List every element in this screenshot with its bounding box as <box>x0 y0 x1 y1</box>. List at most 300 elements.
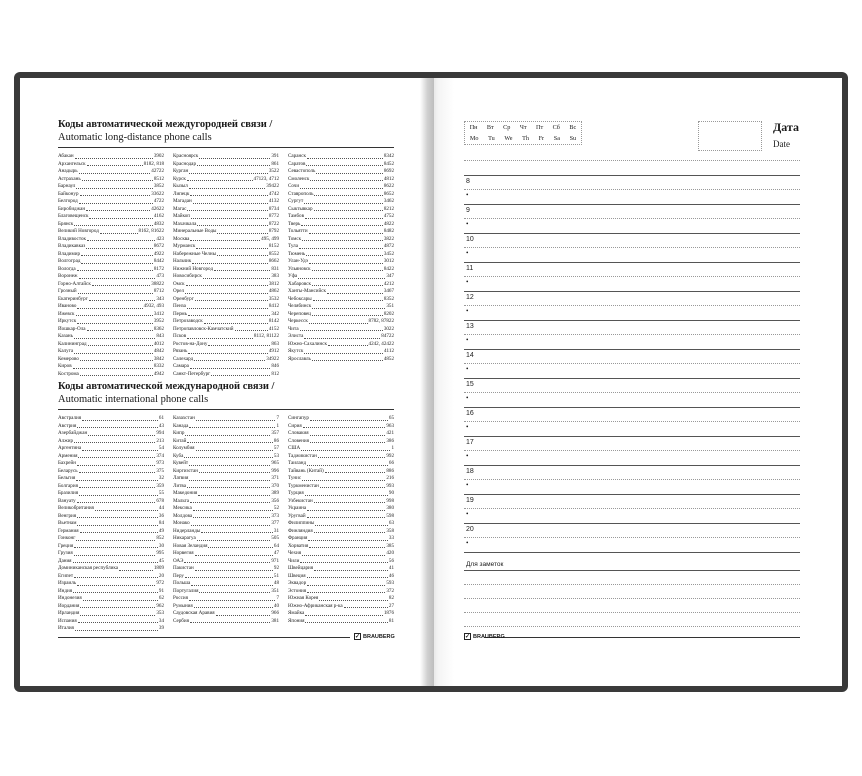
leader-dots <box>318 457 386 458</box>
code-entry <box>58 206 164 214</box>
entry-code: 962 <box>156 602 164 609</box>
entry-code: 31 <box>273 527 279 534</box>
entry-name: Иордания <box>58 602 80 609</box>
entry-name: Австралия <box>58 415 82 421</box>
half-hour-bullet: • <box>466 510 469 518</box>
entry-name: Красноярск <box>173 153 199 159</box>
entry-name: Словения <box>288 437 309 444</box>
code-entry <box>288 445 394 453</box>
notes-label: Для заметок <box>466 561 504 568</box>
entry-name: Пакистан <box>173 565 194 571</box>
domestic-column-2 <box>173 153 279 378</box>
entry-code: 48 <box>273 580 279 586</box>
entry-name: Ирландия <box>58 610 80 616</box>
notes-line[interactable] <box>464 612 800 613</box>
leader-dots <box>310 435 386 436</box>
leader-dots <box>204 323 268 324</box>
entry-code: 8212 <box>383 205 394 212</box>
entry-name: Кувейт <box>173 460 189 466</box>
code-entry <box>288 595 394 603</box>
entry-name: Владикавказ <box>58 243 86 249</box>
leader-dots <box>86 248 153 249</box>
leader-dots <box>197 540 271 541</box>
leader-dots <box>309 233 383 234</box>
entry-name: Чебоксары <box>288 295 312 302</box>
weekday-en-0[interactable]: Mo <box>469 135 479 142</box>
code-entry <box>173 273 279 281</box>
code-entry <box>58 176 164 184</box>
entry-code: 46 <box>388 572 394 579</box>
entry-name: Южно-Африканская р-ка <box>288 602 343 609</box>
date-box[interactable] <box>698 121 762 151</box>
half-hour-rule <box>464 421 800 422</box>
leader-dots <box>74 547 158 548</box>
entry-code: 64 <box>273 542 279 549</box>
leader-dots <box>83 600 158 601</box>
entry-code: 91 <box>158 587 164 594</box>
leader-dots <box>184 562 270 563</box>
hour-rule <box>464 349 800 350</box>
code-entry <box>173 618 279 626</box>
entry-code: 8672 <box>153 243 164 249</box>
code-entry <box>288 318 394 326</box>
domestic-column-3 <box>288 153 394 363</box>
code-entry <box>58 453 164 461</box>
entry-name: Хорватия <box>288 542 309 549</box>
entry-code: 53 <box>273 452 279 459</box>
code-entry <box>58 483 164 491</box>
entry-code: 8662 <box>268 258 279 264</box>
leader-dots <box>216 615 271 616</box>
weekday-ru-5[interactable]: Сб <box>552 124 560 131</box>
half-hour-rule <box>464 363 800 364</box>
leader-dots <box>192 263 268 264</box>
leader-dots <box>305 495 388 496</box>
code-entry <box>288 475 394 483</box>
notes-line[interactable] <box>464 570 800 571</box>
entry-name: Улан-Удэ <box>288 258 309 264</box>
leader-dots <box>208 345 270 346</box>
entry-code: 359 <box>156 482 164 489</box>
entry-code: 61 <box>158 415 164 421</box>
entry-code: 380 <box>386 505 394 511</box>
entry-code: 353 <box>156 610 164 616</box>
entry-name: Мексика <box>173 505 192 511</box>
leader-dots <box>217 233 267 234</box>
entry-code: 992 <box>386 452 394 459</box>
code-entry <box>288 153 394 161</box>
code-entry <box>58 565 164 573</box>
weekday-en-3[interactable]: Th <box>522 135 529 142</box>
leader-dots <box>312 315 383 316</box>
entry-name: Иркутск <box>58 318 77 324</box>
entry-name: Финляндия <box>288 527 313 534</box>
leader-dots <box>185 435 270 436</box>
entry-name: Сочи <box>288 183 300 189</box>
entry-name: Ставрополь <box>288 190 314 197</box>
weekday-en-6[interactable]: Su <box>569 135 577 142</box>
entry-code: 1809 <box>153 565 164 571</box>
entry-name: Израиль <box>58 580 77 586</box>
leader-dots <box>87 330 153 331</box>
entry-name: Турция <box>288 490 304 496</box>
code-entry <box>58 183 164 191</box>
entry-name: Испания <box>58 617 77 624</box>
code-entry <box>288 183 394 191</box>
entry-code: 385 <box>386 542 394 549</box>
entry-name: Смоленск <box>288 175 310 182</box>
leader-dots <box>187 442 273 443</box>
entry-code: 505 <box>271 535 279 541</box>
code-entry <box>173 565 279 573</box>
hour-label: 17 <box>466 438 474 446</box>
entry-name: Владивосток <box>58 235 87 242</box>
leader-dots <box>187 338 253 339</box>
code-entry <box>58 251 164 259</box>
entry-name: Тамбов <box>288 213 305 219</box>
half-hour-rule <box>464 537 800 538</box>
entry-name: Брянск <box>58 220 74 227</box>
entry-code: 347 <box>386 273 394 279</box>
entry-code: 3412 <box>153 310 164 317</box>
leader-dots <box>187 210 267 211</box>
entry-code: 43 <box>158 422 164 429</box>
leader-dots <box>315 525 388 526</box>
code-entry <box>173 176 279 184</box>
entry-name: Горно-Алтайск <box>58 280 91 287</box>
entry-name: Япония <box>288 617 305 624</box>
entry-code: 8182, 818 <box>143 160 164 167</box>
half-hour-bullet: • <box>466 336 469 344</box>
code-entry <box>288 243 394 251</box>
half-hour-bullet: • <box>466 220 469 228</box>
entry-code: 82 <box>388 595 394 601</box>
entry-name: Азербайджан <box>58 430 88 436</box>
entry-name: Новая Зеландия <box>173 542 208 549</box>
code-entry <box>58 595 164 603</box>
entry-code: 54 <box>158 445 164 451</box>
entry-name: Саратов <box>288 160 306 167</box>
leader-dots <box>310 420 388 421</box>
code-entry <box>58 356 164 364</box>
code-entry <box>173 543 279 551</box>
leader-dots <box>187 308 268 309</box>
entry-code: 4842 <box>153 348 164 354</box>
entry-code: 3852 <box>153 183 164 189</box>
entry-name: Великобритания <box>58 505 94 511</box>
entry-name: Уругвай <box>288 512 306 519</box>
entry-code: 420 <box>386 550 394 556</box>
entry-code: 7 <box>276 415 279 421</box>
entry-code: 4852 <box>383 355 394 362</box>
code-entry <box>173 475 279 483</box>
leader-dots <box>78 293 153 294</box>
code-entry <box>58 236 164 244</box>
entry-code: 1876 <box>383 610 394 616</box>
leader-dots <box>199 592 270 593</box>
entry-name: Чехия <box>288 550 302 556</box>
leader-dots <box>314 195 382 196</box>
code-entry <box>288 266 394 274</box>
entry-code: 8722 <box>268 220 279 227</box>
leader-dots <box>119 570 153 571</box>
code-entry <box>58 490 164 498</box>
leader-dots <box>198 495 270 496</box>
code-entry <box>288 438 394 446</box>
entry-name: Никарагуа <box>173 535 196 541</box>
entry-name: Ямайка <box>288 610 305 616</box>
entry-code: 8422 <box>383 265 394 272</box>
entry-code: 4922 <box>153 250 164 257</box>
weekday-ru-4[interactable]: Пт <box>535 124 544 131</box>
code-entry <box>173 281 279 289</box>
entry-code: 843 <box>156 333 164 339</box>
entry-code: 47 <box>273 550 279 556</box>
code-entry <box>288 288 394 296</box>
entry-name: Армения <box>58 452 78 459</box>
entry-name: Бахрейн <box>58 460 76 466</box>
right-page <box>428 78 842 686</box>
code-entry <box>58 258 164 266</box>
entry-name: Украина <box>288 505 307 511</box>
entry-code: 90 <box>388 490 394 496</box>
entry-code: 3812 <box>268 280 279 287</box>
leader-dots <box>189 600 275 601</box>
check-icon: ✓ <box>464 633 471 640</box>
code-entry <box>173 356 279 364</box>
code-entry <box>58 438 164 446</box>
code-entry <box>288 535 394 543</box>
entry-name: Череповец <box>288 310 312 317</box>
entry-name: Тула <box>288 243 298 249</box>
hour-label: 11 <box>466 264 474 272</box>
weekday-en-4[interactable]: Fr <box>538 135 545 142</box>
entry-code: 863 <box>271 340 279 347</box>
leader-dots <box>208 547 272 548</box>
leader-dots <box>299 248 383 249</box>
entry-code: 966 <box>271 610 279 616</box>
code-entry <box>173 528 279 536</box>
leader-dots <box>196 420 276 421</box>
code-entry <box>173 483 279 491</box>
weekdays-ru-row <box>465 122 581 133</box>
code-entry <box>173 258 279 266</box>
entry-code: 8142 <box>268 318 279 324</box>
entry-name: Петрозаводск <box>173 318 203 324</box>
code-entry <box>173 445 279 453</box>
leader-dots <box>75 630 158 631</box>
code-entry <box>58 528 164 536</box>
hour-label: 9 <box>466 206 470 214</box>
hour-rule <box>464 523 800 524</box>
leader-dots <box>88 435 155 436</box>
entry-code: 370 <box>271 482 279 489</box>
entry-code: 495, 499 <box>261 235 279 242</box>
leader-dots <box>314 570 388 571</box>
leader-dots <box>92 285 150 286</box>
code-entry <box>173 333 279 341</box>
weekday-ru-3[interactable]: Чт <box>519 124 527 131</box>
leader-dots <box>87 165 143 166</box>
entry-code: 8452 <box>383 160 394 167</box>
entry-code: 861 <box>271 160 279 167</box>
entry-name: Алжир <box>58 437 74 444</box>
entry-code: 36 <box>158 512 164 519</box>
code-entry <box>58 341 164 349</box>
hour-rule <box>464 407 800 408</box>
international-column-3 <box>288 415 394 625</box>
code-entry <box>288 603 394 611</box>
leader-dots <box>310 442 385 443</box>
entry-code: 3822 <box>383 235 394 242</box>
leader-dots <box>77 585 155 586</box>
weekday-en-2[interactable]: We <box>504 135 513 142</box>
leader-dots <box>191 218 268 219</box>
entry-name: Кострома <box>58 370 79 377</box>
leader-dots <box>303 427 386 428</box>
leader-dots <box>73 592 158 593</box>
leader-dots <box>190 195 267 196</box>
entry-code: 886 <box>386 467 394 474</box>
hour-rule <box>464 436 800 437</box>
entry-code: 995 <box>156 550 164 556</box>
entry-name: Нальчик <box>173 258 192 264</box>
notes-line[interactable] <box>464 626 800 627</box>
entry-name: Венгрия <box>58 512 77 519</box>
entry-name: Набережные Челны <box>173 250 216 257</box>
entry-name: Казань <box>58 333 73 339</box>
notes-line[interactable] <box>464 584 800 585</box>
code-entry <box>58 266 164 274</box>
entry-name: Хабаровск <box>288 280 311 287</box>
half-hour-rule <box>464 218 800 219</box>
code-entry <box>173 520 279 528</box>
code-entry <box>58 475 164 483</box>
entry-name: Черкесск <box>288 318 308 324</box>
entry-name: Петропавловск-Камчатский <box>173 325 234 332</box>
entry-name: Перу <box>173 572 184 579</box>
entry-name: Калининград <box>58 340 87 347</box>
leader-dots <box>76 188 152 189</box>
code-entry <box>58 618 164 626</box>
entry-name: Великий Новгород <box>58 228 99 234</box>
code-entry <box>173 438 279 446</box>
entry-name: Салехард <box>173 355 194 362</box>
weekday-ru-6[interactable]: Вс <box>569 124 577 131</box>
entry-code: 372 <box>386 587 394 594</box>
leader-dots <box>81 255 153 256</box>
weekday-ru-0[interactable]: Пн <box>469 124 478 131</box>
domestic-rule <box>58 147 394 148</box>
weekday-en-5[interactable]: Sa <box>553 135 560 142</box>
entry-name: Россия <box>173 595 188 601</box>
code-entry <box>173 161 279 169</box>
leader-dots <box>305 218 383 219</box>
entry-name: Нидерланды <box>173 527 201 534</box>
entry-code: 8112, 81122 <box>253 333 279 339</box>
leader-dots <box>189 465 270 466</box>
entry-name: Италия <box>58 625 74 631</box>
entry-code: 3902 <box>153 153 164 159</box>
leader-dots <box>77 308 142 309</box>
entry-name: Магас <box>173 205 187 212</box>
code-entry <box>173 348 279 356</box>
code-entry <box>288 161 394 169</box>
entry-name: Доминиканская республика <box>58 565 119 571</box>
leader-dots <box>77 465 155 466</box>
weekday-ru-1[interactable]: Вт <box>486 124 494 131</box>
entry-code: 3532 <box>268 295 279 302</box>
leader-dots <box>185 293 268 294</box>
hour-rule <box>464 494 800 495</box>
code-entry <box>173 490 279 498</box>
code-entry <box>58 445 164 453</box>
code-entry <box>173 535 279 543</box>
leader-dots <box>189 480 270 481</box>
entry-code: 375 <box>156 467 164 474</box>
notes-line[interactable] <box>464 598 800 599</box>
code-entry <box>288 558 394 566</box>
entry-name: Мальта <box>173 497 190 504</box>
code-entry <box>288 513 394 521</box>
leader-dots <box>302 240 383 241</box>
entry-code: 8342 <box>383 153 394 159</box>
leader-dots <box>80 375 153 376</box>
left-footer-rule <box>58 637 350 638</box>
half-hour-bullet: • <box>466 481 469 489</box>
entry-name: Чита <box>288 325 299 332</box>
code-entry <box>173 573 279 581</box>
code-entry <box>288 348 394 356</box>
leader-dots <box>199 158 270 159</box>
code-entry <box>58 550 164 558</box>
entry-name: Южная Корея <box>288 595 319 601</box>
code-entry <box>288 228 394 236</box>
entry-code: 8412 <box>268 303 279 309</box>
entry-name: Грозный <box>58 288 77 294</box>
leader-dots <box>313 300 383 301</box>
entry-name: Челябинск <box>288 303 312 309</box>
code-entry <box>173 513 279 521</box>
leader-dots <box>76 480 158 481</box>
entry-name: Австрия <box>58 422 77 429</box>
entry-name: Сингапур <box>288 415 309 421</box>
entry-code: 8442 <box>153 258 164 264</box>
entry-code: 8772 <box>268 213 279 219</box>
weekday-ru-2[interactable]: Ср <box>503 124 511 131</box>
entry-name: Египет <box>58 572 74 579</box>
entry-code: 1 <box>276 422 279 429</box>
hour-label: 10 <box>466 235 474 243</box>
entry-code: 852 <box>156 535 164 541</box>
code-entry <box>58 423 164 431</box>
entry-code: 357 <box>271 430 279 436</box>
leader-dots <box>79 278 156 279</box>
code-entry <box>288 333 394 341</box>
entry-code: 381 <box>271 617 279 624</box>
entry-name: Туркменистан <box>288 482 319 489</box>
leader-dots <box>309 263 383 264</box>
entry-code: 8202 <box>383 310 394 317</box>
code-entry <box>288 490 394 498</box>
code-entry <box>58 303 164 311</box>
code-entry <box>58 573 164 581</box>
weekday-en-1[interactable]: Tu <box>488 135 495 142</box>
entry-code: 678 <box>156 497 164 504</box>
entry-code: 57 <box>273 445 279 451</box>
leader-dots <box>217 255 268 256</box>
entry-code: 8162, 81622 <box>138 228 164 234</box>
